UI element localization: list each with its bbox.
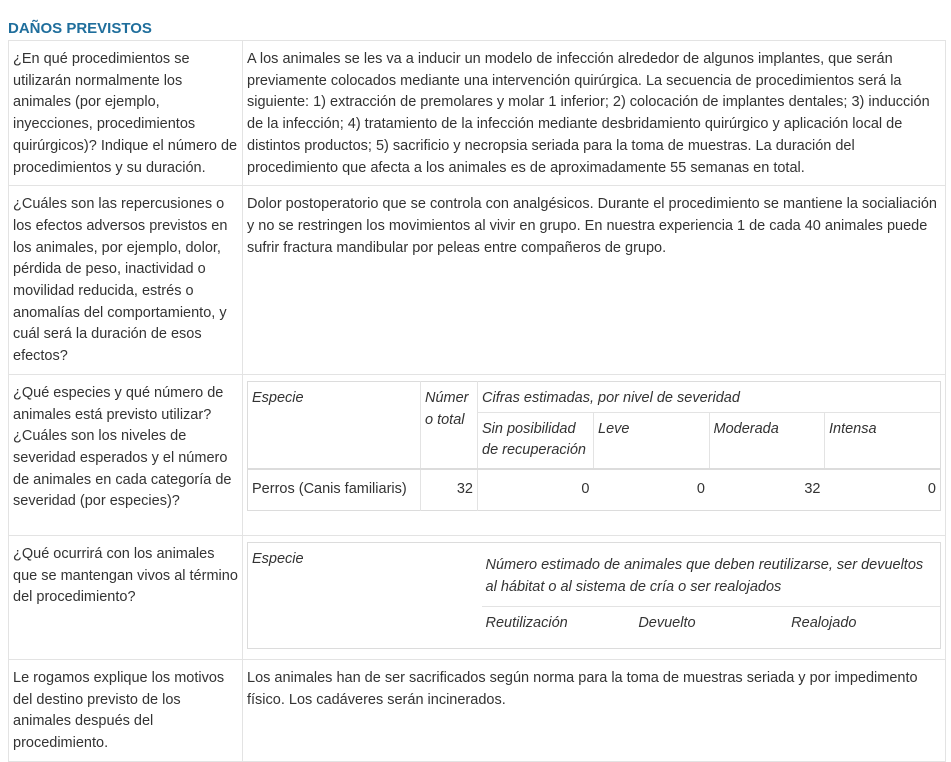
value-none: 0 bbox=[581, 481, 590, 498]
species-cell: Perros (Canis familiaris) bbox=[248, 469, 421, 511]
severity-level-mild: Leve bbox=[594, 412, 710, 468]
question-cell: ¿En qué procedimientos se utilizarán normalmente los animales (por ejemplo, inyecciones, procedimientos quirúrgicos)? Indique el número de procedimientos y su duración. bbox=[9, 41, 243, 186]
answer-cell: Dolor postoperatorio que se controla con analgésicos. Durante el procedimiento se mantiene la socialiación y no se restringen los movimientos al vivir en grupo. En nuestra experiencia 1 de cada 40 animales puede sufrir fractura mandibular por peleas entre compañeros de grupo. bbox=[243, 186, 946, 375]
value-moderate: 32 bbox=[804, 481, 821, 498]
option-rehomed: Realojado bbox=[791, 615, 857, 632]
table-row bbox=[9, 659, 946, 761]
table-row bbox=[9, 41, 946, 186]
table-row bbox=[9, 535, 946, 659]
col-species-header: Especie bbox=[252, 550, 304, 567]
severity-header-row bbox=[248, 381, 941, 469]
severity-values bbox=[478, 469, 941, 511]
question-cell: ¿Qué ocurrirá con los animales que se mantengan vivos al término del procedimiento? bbox=[9, 535, 243, 659]
table-row bbox=[9, 374, 946, 535]
value-severe: 0 bbox=[927, 481, 936, 498]
severity-levels bbox=[478, 412, 940, 468]
destination-group-header bbox=[482, 542, 941, 648]
destination-group-label: Número estimado de animales que deben reutilizarse, ser devueltos al hábitat o al sistema de cría o ser realojados bbox=[482, 543, 941, 607]
answer-cell bbox=[243, 535, 946, 659]
answer-cell: A los animales se les va a inducir un modelo de infección alrededor de algunos implantes, que serán previamente colocados mediante una intervención quirúrgica. La secuencia de procedimientos será la siguiente: 1) extracción de premolares y molar 1 inferior; 2) colocación de implantes dentales; 3) inducción de la infección; 4) tratamiento de la infección mediante desbridamiento quirúrgico y aplicación local de distintos productos; 5) sacrificio y necropsia seriada para la toma de muestras. La duración del procedimiento que afecta a los animales es de aproximadamente 55 semanas en total. bbox=[243, 41, 946, 186]
severity-level-none: Sin posibilidad de recuperación bbox=[478, 412, 594, 468]
option-returned: Devuelto bbox=[638, 615, 696, 632]
answer-cell bbox=[243, 374, 946, 535]
answer-cell: Los animales han de ser sacrificados según norma para la toma de muestras seriada y por impedimento físico. Los cadáveres serán incinerados. bbox=[243, 659, 946, 761]
destination-table bbox=[247, 542, 941, 649]
col-total-header: Número total bbox=[421, 381, 478, 469]
question-cell: Le rogamos explique los motivos del destino previsto de los animales después del procedimiento. bbox=[9, 659, 243, 761]
value-mild: 0 bbox=[696, 481, 705, 498]
total-cell: 32 bbox=[421, 469, 478, 511]
option-reuse: Reutilización bbox=[485, 615, 568, 632]
destination-options bbox=[482, 607, 941, 645]
question-cell: ¿Qué especies y qué número de animales está previsto utilizar? ¿Cuáles son los niveles de severidad esperados y el número de animales en cada categoría de severidad (por especies)? bbox=[9, 374, 243, 535]
severity-level-moderate: Moderada bbox=[709, 412, 825, 468]
question-cell: ¿Cuáles son las repercusiones o los efectos adversos previstos en los animales, por ejemplo, dolor, pérdida de peso, inactividad o movilidad reducida, estrés o anomalías del comportamiento, y cuál será la duración de esos efectos? bbox=[9, 186, 243, 375]
severity-group-label: Cifras estimadas, por nivel de severidad bbox=[482, 389, 740, 406]
table-row bbox=[9, 186, 946, 375]
severity-data-row bbox=[248, 469, 941, 511]
severity-level-severe: Intensa bbox=[825, 412, 941, 468]
severity-group-header bbox=[478, 381, 941, 469]
expected-harms-table bbox=[8, 40, 946, 762]
severity-values-grid bbox=[478, 470, 940, 510]
destination-header-row bbox=[248, 542, 941, 648]
col-species-header: Especie bbox=[248, 381, 421, 469]
section-title: DAÑOS PREVISTOS bbox=[8, 20, 152, 37]
severity-table bbox=[247, 381, 941, 511]
